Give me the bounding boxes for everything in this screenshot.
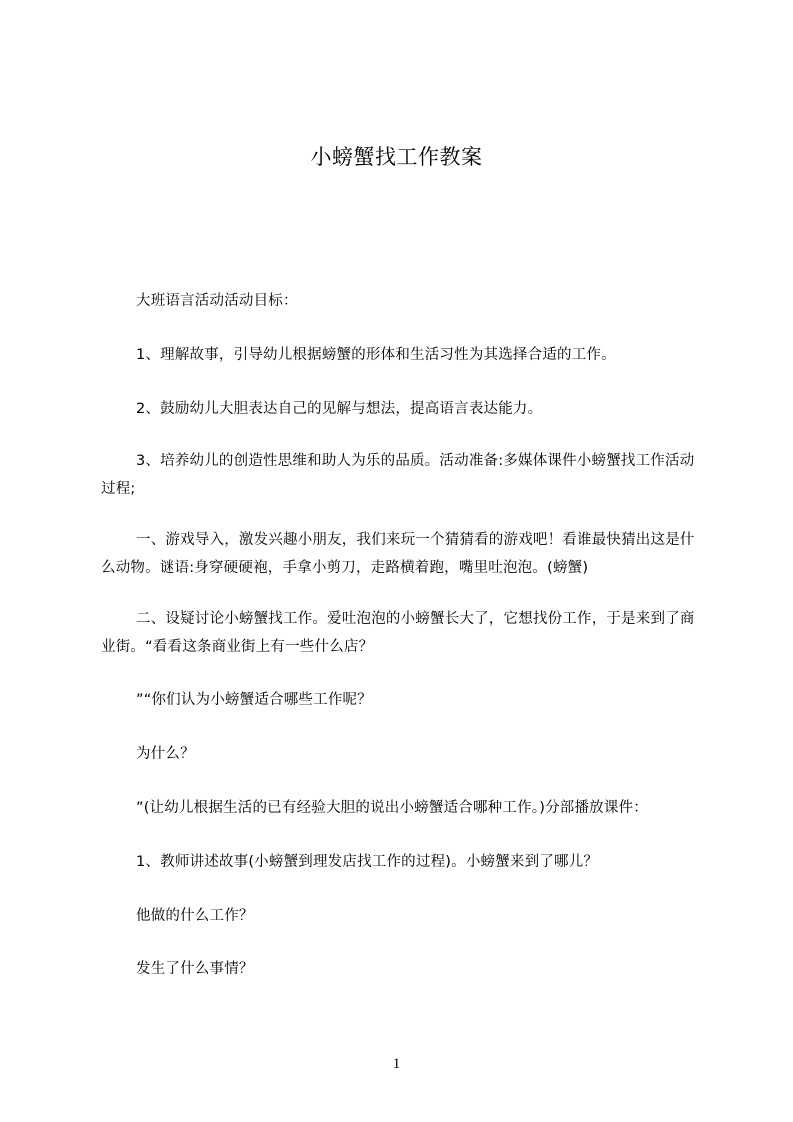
paragraph-objective-3: 3、培养幼儿的创造性思维和助人为乐的品质。活动准备:多媒体课件小螃蟹找工作活动过程; (101, 453, 695, 497)
page-number: 1 (392, 1056, 401, 1072)
paragraph-step-1: 一、游戏导入，激发兴趣小朋友，我们来玩一个猜猜看的游戏吧！看谁最快猜出这是什么动物。谜语:身穿硬硬袍，手拿小剪刀，走路横着跑，嘴里吐泡泡。(螃蟹) (101, 532, 695, 576)
paragraph-objective-1: 1、理解故事，引导幼儿根据螃蟹的形体和生活习性为其选择合适的工作。 (136, 347, 616, 363)
paragraph-story-1: 1、教师讲述故事(小螃蟹到理发店找工作的过程)。小螃蟹来到了哪儿？ (136, 854, 599, 870)
paragraph-question-3: 他做的什么工作？ (136, 908, 254, 924)
paragraph-question-1: ”“你们认为小螃蟹适合哪些工作呢？ (136, 692, 372, 708)
paragraph-step-2: 二、设疑讨论小螃蟹找工作。爱吐泡泡的小螃蟹长大了，它想找份工作，于是来到了商业街。“看看这条商业街上有一些什么店？ (101, 611, 695, 655)
paragraph-objective-2: 2、鼓励幼儿大胆表达自己的见解与想法，提高语言表达能力。 (136, 401, 543, 417)
paragraph-question-2: 为什么？ (136, 746, 195, 762)
document-title: 小螃蟹找工作教案 (310, 145, 483, 169)
paragraph-objectives-heading: 大班语言活动活动目标： (136, 293, 298, 309)
paragraph-question-4: 发生了什么事情？ (136, 961, 254, 977)
paragraph-courseware: ”(让幼儿根据生活的已有经验大胆的说出小螃蟹适合哪种工作。)分部播放课件： (136, 800, 648, 816)
